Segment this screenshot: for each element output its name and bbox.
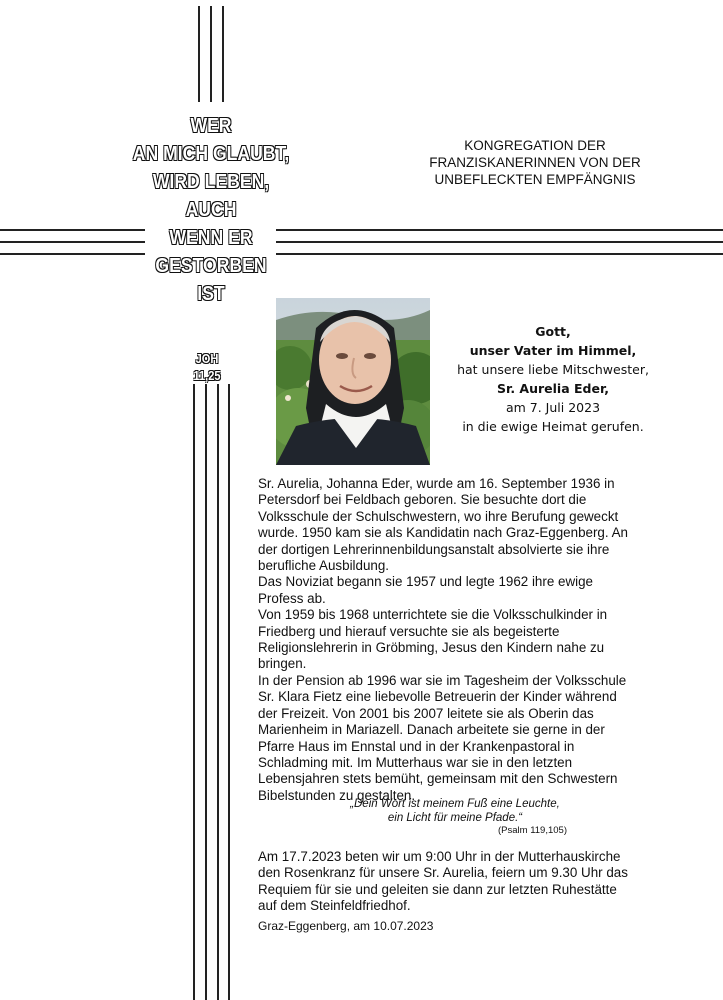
cross-line — [198, 6, 200, 102]
biography-paragraph: Sr. Aurelia, Johanna Eder, wurde am 16. September 1936 in Petersdorf bei Feldbach geboren. Sie besuchte dort die Volksschule der Schulschwestern, wo ihre Berufung geweckt wurde. 1950 kam sie als Kandidatin nach Graz-Eggenberg. An der dortigen Lehrerinnenbildungsanstalt absolvierte sie ihre berufliche Ausbildung. — [258, 476, 628, 574]
motto-line: WENN ER — [169, 227, 253, 249]
cross-line — [205, 384, 207, 1000]
deceased-name: Sr. Aurelia Eder, — [496, 381, 610, 396]
biography-paragraph: Von 1959 bis 1968 unterrichtete sie die Volksschulkinder in Friedberg und hierauf versuchte sie als begeisterte Religionslehrerin in Gröbming, Jesus den Kindern nahe zu bringen. — [258, 607, 608, 672]
quote-line: ein Licht für meine Pfade.“ — [387, 812, 523, 824]
bible-reference-book: JOH — [195, 351, 219, 366]
motto-line: WIRD LEBEN, — [152, 171, 270, 193]
bible-reference — [182, 350, 232, 384]
congregation-line: KONGREGATION DER — [464, 138, 606, 153]
scripture-quote — [300, 797, 610, 825]
biography-paragraph: In der Pension ab 1996 war sie im Tagesheim der Volksschule Sr. Klara Fietz eine liebevolle Betreuerin der Kinder während der Freizeit. Von 2001 bis 2007 leitete sie als Oberin das Marienheim in Mariazell. Danach arbeitete sie gerne in der Pfarre Haus im Ennstal und in der Krankenpastoral in Schladming mit. Im Mutterhaus war sie in den letzten Lebensjahren stets bemüht, gemeinsam mit den Schwestern Bibelstunden zu gestalten. — [258, 672, 627, 803]
motto-line: IST — [197, 283, 225, 305]
motto-line: WER — [190, 115, 232, 137]
motto-line: GESTORBEN — [155, 255, 267, 277]
cross-line — [210, 6, 212, 102]
congregation-line: UNBEFLECKTEN EMPFÄNGNIS — [434, 172, 636, 187]
congregation-line: FRANZISKANERINNEN VON DER — [429, 155, 641, 170]
quote-source: (Psalm 119,105) — [498, 825, 567, 836]
place-and-date: Graz-Eggenberg, am 10.07.2023 — [258, 919, 434, 933]
announcement-line: unser Vater im Himmel, — [469, 343, 637, 358]
bible-reference-verse: 11,25 — [193, 368, 221, 383]
cross-line — [276, 241, 723, 243]
cross-line — [193, 384, 195, 1000]
funeral-details: Am 17.7.2023 beten wir um 9:00 Uhr in der Mutterhauskirche den Rosenkranz für unsere Sr. Aurelia, feiern um 9.30 Uhr das Requiem für sie und geleiten sie dann zur letzten Ruhestätte auf dem Steinfeldfriedhof. — [258, 849, 628, 914]
announcement-line: hat unsere liebe Mitschwester, — [457, 362, 649, 377]
portrait-photo — [276, 298, 430, 465]
motto-line: AUCH — [185, 199, 237, 221]
motto — [118, 112, 304, 308]
death-date: am 7. Juli 2023 — [505, 400, 601, 415]
quote-line: „Dein Wort ist meinem Fuß eine Leuchte, — [350, 798, 560, 810]
cross-line — [217, 384, 219, 1000]
cross-line — [222, 6, 224, 102]
cross-line — [276, 229, 723, 231]
motto-line: AN MICH GLAUBT, — [132, 143, 290, 165]
cross-line — [276, 253, 723, 255]
biography — [258, 476, 638, 804]
announcement-line: Gott, — [535, 324, 571, 339]
cross-line — [228, 384, 230, 1000]
congregation-heading — [410, 137, 660, 188]
portrait-image — [276, 298, 430, 465]
announcement-line: in die ewige Heimat gerufen. — [462, 419, 644, 434]
death-announcement — [448, 322, 658, 436]
biography-paragraph: Das Noviziat begann sie 1957 und legte 1962 ihre ewige Profess ab. — [258, 574, 593, 606]
